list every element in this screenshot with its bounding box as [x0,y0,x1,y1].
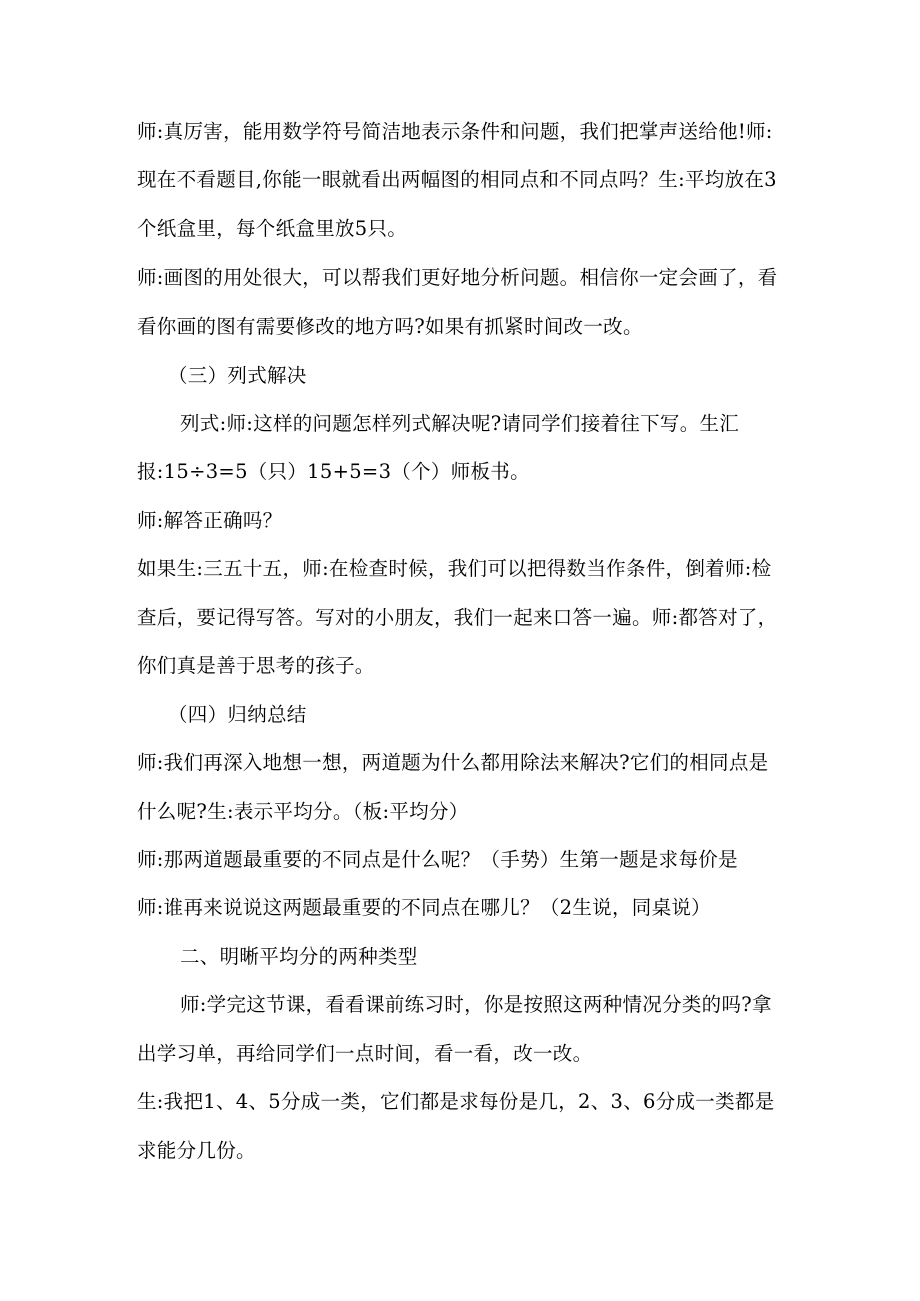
text-line: 师:画图的用处很大，可以帮我们更好地分析问题。相信你一定会画了，看 [137,266,778,289]
text-line: 师:真厉害，能用数学符号简洁地表示条件和问题，我们把掌声送给他!师: [137,120,773,143]
section-heading: （四）归纳总结 [168,703,307,726]
text-line: 师:学完这节课，看看课前练习时，你是按照这两种情况分类的吗?拿 [180,993,772,1016]
text-line: 师:我们再深入地想一想，两道题为什么都用除法来解决?它们的相同点是 [137,751,769,774]
text-line: 现在不看题目,你能一眼就看出两幅图的相同点和不同点吗？生:平均放在3 [137,168,777,191]
text-line: 师:谁再来说说这两题最重要的不同点在哪儿？（2生说，同桌说） [137,896,711,919]
text-line: 查后，要记得写答。写对的小朋友，我们一起来口答一遍。师:都答对了， [137,606,778,629]
text-line: 出学习单，再给同学们一点时间，看一看，改一改。 [137,1042,593,1065]
text-line: 列式:师:这样的问题怎样列式解决呢?请同学们接着往下写。生汇 [180,412,740,435]
text-line: 你们真是善于思考的孩子。 [137,654,375,677]
text-line: 什么呢?生:表示平均分。（板:平均分） [137,800,469,823]
section-heading: （三）列式解决 [168,364,307,387]
text-line: 如果生:三五十五，师:在检查时候，我们可以把得数当作条件，倒着师:检 [137,557,772,580]
text-line: 生:我把1、4、5分成一类，它们都是求每份是几，2、3、6分成一类都是 [137,1090,775,1113]
text-line: 师:那两道题最重要的不同点是什么呢？（手势）生第一题是求每价是 [137,848,738,871]
section-heading: 二、明晰平均分的两种类型 [180,945,418,968]
text-line: 报:15÷3=5（只）15+5=3（个）师板书。 [137,460,530,483]
text-line: 看你画的图有需要修改的地方吗?如果有抓紧时间改一改。 [137,315,643,338]
text-line: 个纸盒里，每个纸盒里放5只。 [137,217,408,240]
text-line: 求能分几份。 [137,1139,256,1162]
text-line: 师:解答正确吗？ [137,509,283,532]
